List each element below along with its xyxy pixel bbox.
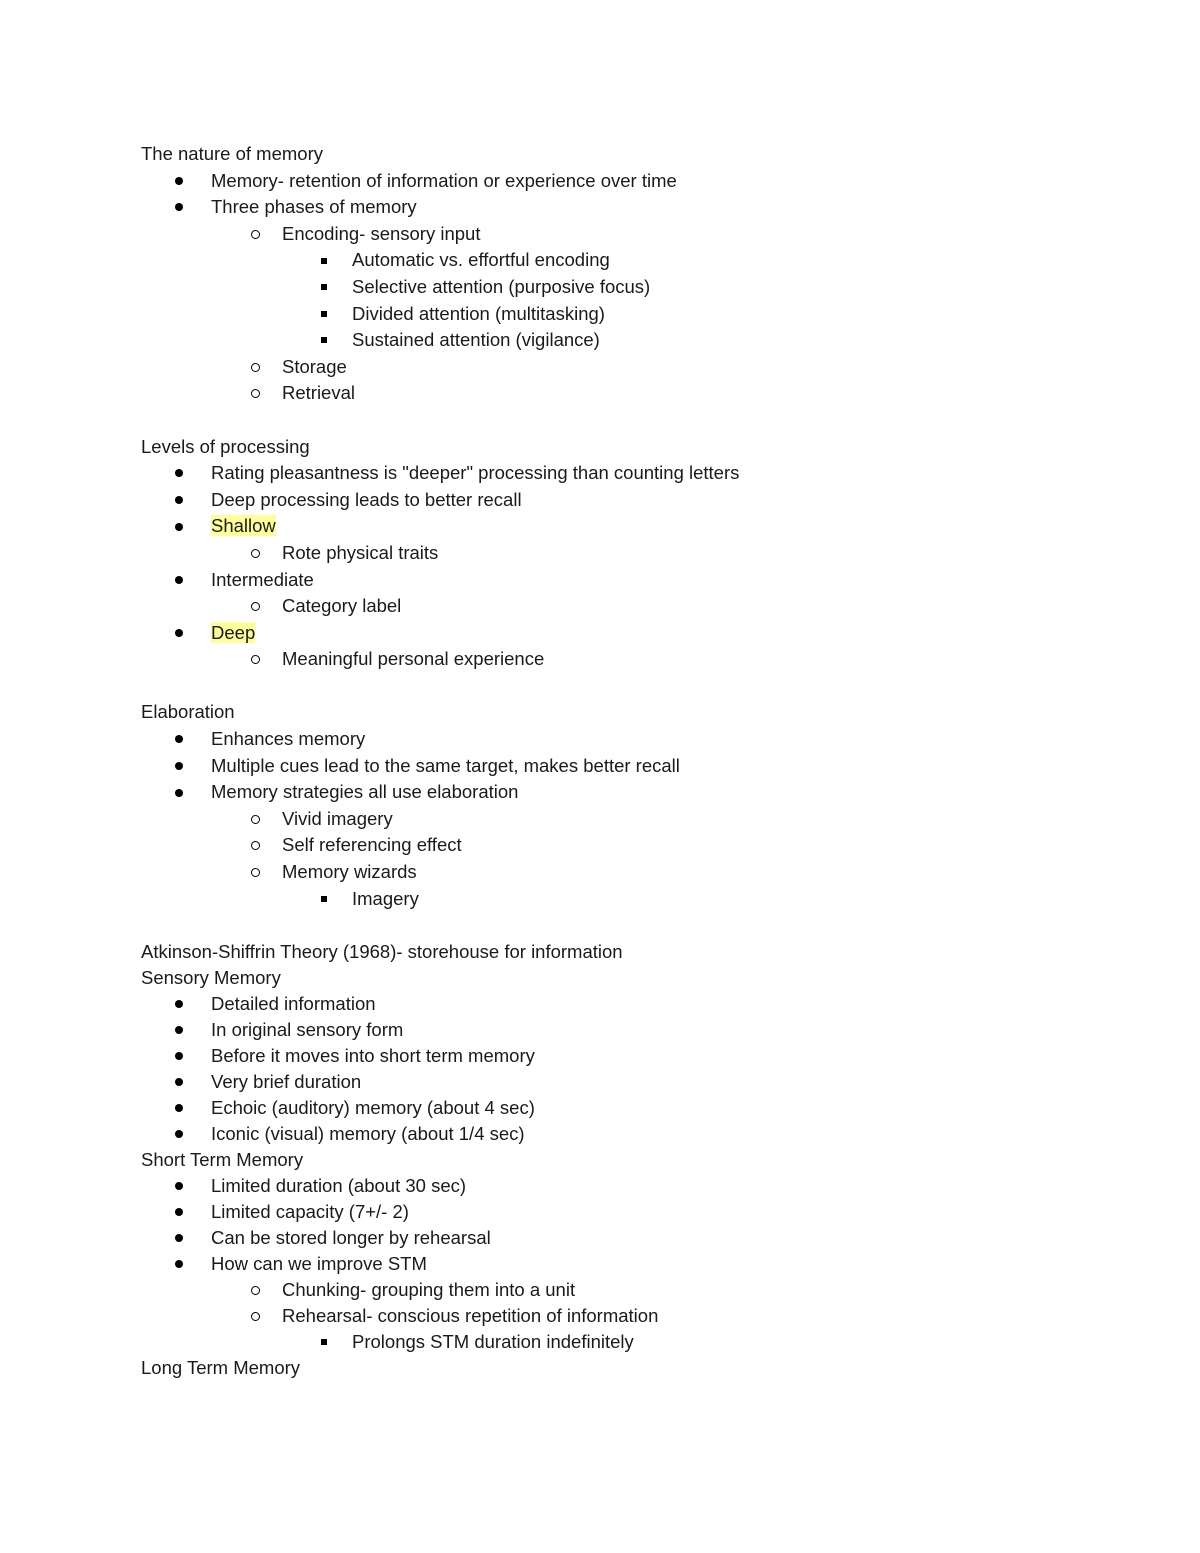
- heading-elaboration: Elaboration: [141, 701, 235, 723]
- list-item: [141, 620, 1121, 647]
- list-item: Self referencing effect: [141, 832, 1121, 859]
- list-item: Memory- retention of information or experience over time: [141, 168, 1121, 195]
- bullet-dot-icon: [169, 1095, 189, 1122]
- list-item: Memory wizards: [141, 859, 1121, 886]
- highlighted-text: Deep: [211, 621, 256, 643]
- bullet-dot-icon: [169, 460, 189, 487]
- bullet-circle-icon: [245, 646, 265, 673]
- bullet-dot-icon: [169, 1069, 189, 1096]
- bullet-dot-icon: [169, 779, 189, 806]
- list-item: Intermediate: [141, 567, 1121, 594]
- bullet-circle-icon: [245, 540, 265, 567]
- document-body: [141, 141, 1121, 1381]
- bullet-dot-icon: [169, 753, 189, 780]
- bullet-circle-icon: [245, 593, 265, 620]
- bullet-dot-icon: [169, 1043, 189, 1070]
- list-item: Automatic vs. effortful encoding: [141, 247, 1121, 274]
- list-item: Multiple cues lead to the same target, makes better recall: [141, 753, 1121, 780]
- list-item: Prolongs STM duration indefinitely: [141, 1329, 1121, 1355]
- list-item: Can be stored longer by rehearsal: [141, 1225, 1121, 1251]
- bullet-circle-icon: [245, 380, 265, 407]
- list-item: Sustained attention (vigilance): [141, 327, 1121, 354]
- list-item: Enhances memory: [141, 726, 1121, 753]
- bullet-square-icon: [314, 247, 334, 274]
- heading-short-term-memory: Short Term Memory: [141, 1148, 304, 1170]
- bullet-dot-icon: [169, 726, 189, 753]
- heading-long-term-memory: Long Term Memory: [141, 1356, 301, 1378]
- bullet-circle-icon: [245, 221, 265, 248]
- bullet-square-icon: [314, 274, 334, 301]
- bullet-dot-icon: [169, 1173, 189, 1200]
- list-item: Before it moves into short term memory: [141, 1043, 1121, 1069]
- list-item: Storage: [141, 354, 1121, 381]
- bullet-dot-icon: [169, 487, 189, 514]
- bullet-square-icon: [314, 1329, 334, 1356]
- list-item: Rating pleasantness is "deeper" processing than counting letters: [141, 460, 1121, 487]
- list-item: Memory strategies all use elaboration: [141, 779, 1121, 806]
- list-item: Imagery: [141, 886, 1121, 913]
- bullet-dot-icon: [169, 168, 189, 195]
- list-item: Limited capacity (7+/- 2): [141, 1199, 1121, 1225]
- bullet-dot-icon: [169, 991, 189, 1018]
- list-item: Very brief duration: [141, 1069, 1121, 1095]
- bullet-circle-icon: [245, 859, 265, 886]
- list-item: Vivid imagery: [141, 806, 1121, 833]
- heading-sensory-memory: Sensory Memory: [141, 966, 281, 988]
- heading-nature-of-memory: The nature of memory: [141, 143, 323, 164]
- list-item: In original sensory form: [141, 1017, 1121, 1043]
- list-item: Retrieval: [141, 380, 1121, 407]
- bullet-circle-icon: [245, 832, 265, 859]
- list-item: Divided attention (multitasking): [141, 301, 1121, 328]
- list-item: How can we improve STM: [141, 1251, 1121, 1277]
- list-item: Chunking- grouping them into a unit: [141, 1277, 1121, 1303]
- list-item: Limited duration (about 30 sec): [141, 1173, 1121, 1199]
- bullet-square-icon: [314, 327, 334, 354]
- bullet-circle-icon: [245, 806, 265, 833]
- list-item: Category label: [141, 593, 1121, 620]
- bullet-circle-icon: [245, 354, 265, 381]
- list-item: Meaningful personal experience: [141, 646, 1121, 673]
- highlighted-text: Shallow: [211, 515, 276, 537]
- list-item: Deep processing leads to better recall: [141, 487, 1121, 514]
- heading-levels-of-processing: Levels of processing: [141, 435, 310, 457]
- bullet-dot-icon: [169, 194, 189, 221]
- bullet-circle-icon: [245, 1303, 265, 1330]
- blank-line: [141, 407, 1121, 434]
- list-item: Selective attention (purposive focus): [141, 274, 1121, 301]
- bullet-dot-icon: [169, 1199, 189, 1226]
- bullet-dot-icon: [169, 620, 189, 647]
- list-item: Detailed information: [141, 991, 1121, 1017]
- list-item: Rote physical traits: [141, 540, 1121, 567]
- bullet-square-icon: [314, 886, 334, 913]
- bullet-dot-icon: [169, 1225, 189, 1252]
- bullet-dot-icon: [169, 1251, 189, 1278]
- list-item: Three phases of memory: [141, 194, 1121, 221]
- blank-line: [141, 912, 1121, 939]
- bullet-dot-icon: [169, 1017, 189, 1044]
- bullet-dot-icon: [169, 567, 189, 594]
- bullet-dot-icon: [169, 1121, 189, 1148]
- bullet-circle-icon: [245, 1277, 265, 1304]
- list-item: Iconic (visual) memory (about 1/4 sec): [141, 1121, 1121, 1147]
- list-item: [141, 513, 1121, 540]
- heading-atkinson-shiffrin: Atkinson-Shiffrin Theory (1968)- storehouse for information: [141, 940, 623, 962]
- list-item: Echoic (auditory) memory (about 4 sec): [141, 1095, 1121, 1121]
- list-item: Encoding- sensory input: [141, 221, 1121, 248]
- blank-line: [141, 673, 1121, 700]
- list-item: Rehearsal- conscious repetition of information: [141, 1303, 1121, 1329]
- bullet-dot-icon: [169, 513, 189, 540]
- bullet-square-icon: [314, 301, 334, 328]
